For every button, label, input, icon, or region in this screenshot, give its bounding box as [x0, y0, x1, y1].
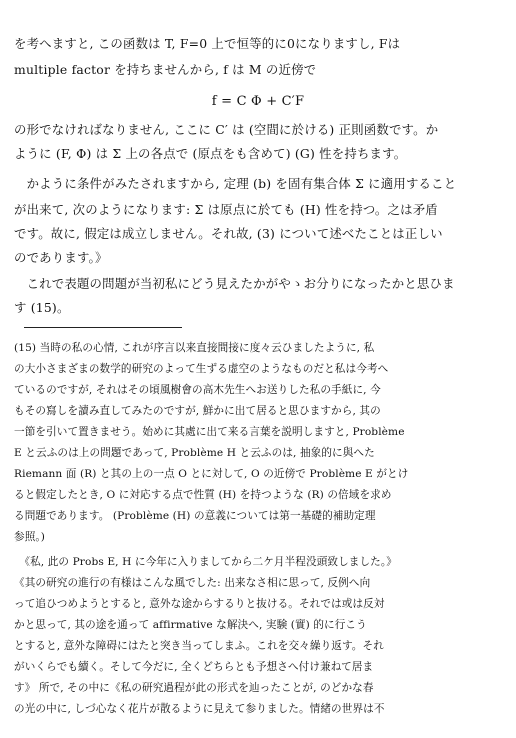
footnote-line: の大小さまざまの数学的研究のよって生ずる虚空のようなものだと私は今考へ — [14, 363, 389, 375]
body-line: す (15)。 — [14, 300, 70, 315]
footnote-line: の光の中に, しづ心なく花片が散るように見えて参りました。情緒の世界は不 — [14, 703, 385, 715]
body-line: ように (F, Φ) は Σ 上の各点で (原点をも含めて) (G) 性を持ちます。 — [14, 146, 407, 161]
footnote-divider — [24, 327, 182, 328]
footnote-line: す》 所で, その中に《私の研究過程が此の形式を辿ったことが, のどかな春 — [14, 682, 374, 694]
footnote-line: ると假定したとき, O に対応する点で性質 (H) を持つような (R) の倍域を求め — [14, 489, 392, 501]
footnote-line: 一節を引いて置きませう。始めに其處に出て来る言葉を説明しますと, Problème — [14, 426, 405, 438]
footnote-line: とすると, 意外な障碍にはたと突き当ってしまふ。これを交々繰り返す。それ — [14, 640, 384, 652]
footnote-line: かと思って, 其の途を通って affirmative な解決へ, 実験 (實) 的に行こう — [14, 619, 367, 631]
footnote-line: (15) 当時の私の心情, これが序言以来直接間接に度々云ひましたように, 私 — [14, 342, 375, 354]
footnote-line: ているのですが, それはその頃風樹會の高木先生へお送りした私の手紙に, 今 — [14, 384, 381, 396]
footnote-line: がいくらでも續く。そして今だに, 全くどちらとも予想さへ付け兼ねて居ま — [14, 661, 374, 673]
body-line: の形でなければなりません, ここに C′ は (空間に於ける) 正則函数です。か — [14, 122, 439, 137]
equation: f = C Φ + C′F — [211, 94, 305, 109]
footnote-line: る問題であります。 (Problème (H) の意義については第一基礎的補助定理 — [14, 510, 376, 522]
body-line: です。故に, 假定は成立しません。それ故, (3) について述べたことは正しい — [14, 226, 443, 241]
footnote-line: Riemann 面 (R) と其の上の一点 O とに対して, O の近傍で Problème E がとけ — [14, 468, 409, 480]
body-line: を考へますと, この函数は T, F=0 上で恒等的に0になりますし, Fは — [14, 36, 401, 51]
footnote-line: もその寫しを讀み直してみたのですが, 鮮かに出て居ると思ひますから, 其の — [14, 405, 381, 417]
body-line: のであります。》 — [14, 250, 108, 265]
body-line: multiple factor を持ちませんから, f は M の近傍で — [14, 62, 317, 77]
body-line: が出来て, 次のようになります: Σ は原点に於ても (H) 性を持つ。之は矛盾 — [14, 202, 438, 217]
footnote-line: 《其の研究の進行の有様はこんな風でした: 出来なさ相に思って, 反例へ向 — [14, 577, 371, 589]
body-line: これで表題の問題が当初私にどう見えたかがやゝお分りになったかと思ひま — [14, 276, 455, 291]
footnote-line: って追ひつめようとすると, 意外な途からするりと抜ける。それでは或は反対 — [14, 598, 385, 610]
body-line: かように条件がみたされますから, 定理 (b) を固有集合体 Σ に適用すること — [14, 176, 457, 191]
footnote-line: E と云ふのは上の問題であって, Problème H と云ふのは, 抽象的に與へた — [14, 447, 375, 459]
footnote-line: 《私, 此の Probs E, H に今年に入りましてから二ケ月半程没頭致しました。》 — [14, 556, 397, 568]
footnote-line: 参照。) — [14, 531, 46, 543]
